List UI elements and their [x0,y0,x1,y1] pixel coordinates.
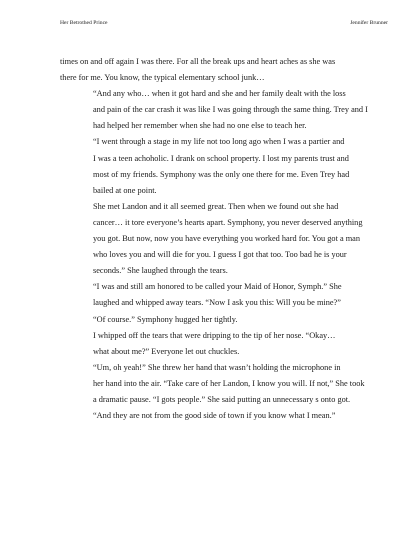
text-line: most of my friends. Symphony was the only one there for me. Even Trey had [93,169,350,179]
text-line: laughed and whipped away tears. “Now I ask you this: Will you be mine?” [93,298,341,308]
text-line: what about me?” Everyone let out chuckles. [93,346,240,356]
text-line: I whipped off the tears that were dripping to the tip of her nose. “Okay… [93,330,336,340]
text-line: her hand into the air. “Take care of her Landon, I know you will. If not,” She took [93,378,365,388]
author-name: Jennifer Brunner [350,20,388,26]
text-line: “Of course.” Symphony hugged her tightly. [93,314,238,324]
paragraph [60,312,388,328]
text-line: bailed at one point. [93,185,157,195]
text-line: a dramatic pause. “I gots people.” She said putting an unnecessary s onto got. [93,394,351,404]
running-header [60,20,388,27]
text-line: She met Landon and it all seemed great. Then when we found out she had [93,201,339,211]
text-line: you got. But now, now you have everything you worked hard for. You got a man [93,234,361,244]
text-line: and pain of the car crash it was like I was going through the same thing. Trey and I [93,105,368,115]
text-line: “I went through a stage in my life not too long ago when I was a partier and [93,137,345,147]
text-line: “And they are not from the good side of town if you know what I mean.” [93,411,336,421]
text-line: “I was and still am honored to be called your Maid of Honor, Symph.” She [93,282,342,292]
paragraph [60,199,388,279]
text-line: cancer… it tore everyone’s hearts apart. Symphony, you never deserved anything [93,217,363,227]
text-line: “And any who… when it got hard and she and her family dealt with the loss [93,89,346,99]
text-line: times on and off again I was there. For all the break ups and heart aches as she was [60,57,336,66]
book-title: Her Betrothed Prince [60,20,108,26]
paragraph [60,328,388,360]
text-line: I was a teen achoholic. I drank on school property. I lost my parents trust and [93,153,349,163]
text-line: had helped her remember when she had no one else to teach her. [93,121,307,131]
text-line: who loves you and will die for you. I guess I got that too. Too bad he is your [93,250,347,260]
paragraph [60,360,388,424]
text-line: “Um, oh yeah!” She threw her hand that wasn’t holding the microphone in [93,362,341,372]
paragraph [60,54,388,86]
body-text [60,54,388,424]
text-line: seconds.” She laughed through the tears. [93,266,228,276]
text-line: there for me. You know, the typical elementary school junk… [60,73,265,83]
paragraph [60,134,388,198]
paragraph [60,86,388,134]
paragraph [60,279,388,311]
